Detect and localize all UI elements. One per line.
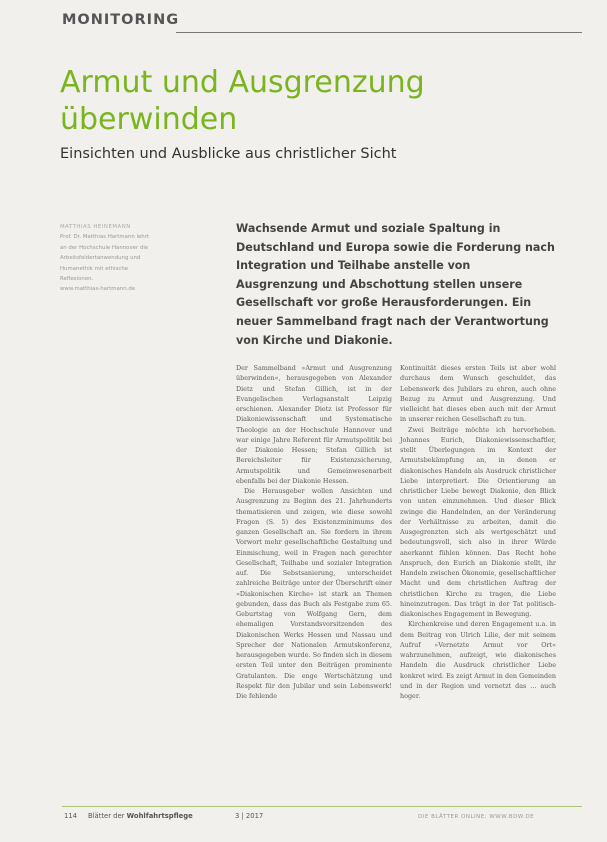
body-column-2 — [400, 363, 556, 701]
journal-bold: Wohlfahrtspflege — [126, 812, 193, 820]
section-header — [62, 12, 582, 34]
header-rule — [176, 32, 582, 33]
author-bio-line: Prof. Dr. Matthias Hartmann lehrt — [60, 234, 150, 241]
title-line-2: überwinden — [60, 102, 238, 137]
body-paragraph: Zwei Beiträge möchte ich hervorheben. Johannes Eurich, Diakoniewissenschaftler, stellt Überlegungen im Kontext der Armutsbekämpfung an, in denen er diakonisches Handeln als Ausdruck christlicher Liebe interpretiert. Die Orientierung an christlicher Liebe bewegt Diakonie, den Blick von unten einzunehmen. Und dieser Blick zwinge die Handelnden, an der Veränderung der Verhältnisse zu arbeiten, damit die Ausgegrenzten sich als wertgeschätzt und bedeutungsvoll, sich also in ihrer Würde anerkannt fühlen können. Das Recht hohe Anspruch, den Eurich an Diakonie stellt, ihr Handeln zwischen Ökonomie, gesellschaftlicher Macht und dem christlichen Auftrag der christlichen Kirche zu tragen, die Liebe hineinzutragen. Das trägt in der Tat politisch-diakonisches Engagement in Bewegung. — [400, 425, 556, 618]
issue-number: 3 | 2017 — [235, 812, 264, 820]
author-website: www.matthias-hartmann.de — [60, 286, 136, 293]
lead-paragraph: Wachsende Armut und soziale Spaltung in Deutschland und Europa sowie die Forderung nach Integration und Teilhabe anstelle von Ausgrenzung und Abschottung stellen unsere Gesellschaft vor große Herausforderungen. Ein neuer Sammelband fragt nach der Verantwortung von Kirche und Diakonie. — [236, 222, 555, 347]
body-column-1 — [236, 363, 392, 701]
footer-rule — [62, 806, 582, 807]
journal-name — [88, 812, 193, 820]
footer-right-text: DIE BLÄTTER ONLINE: WWW.BDW.DE — [418, 814, 535, 820]
author-name: MATTHIAS HEINEMANN — [60, 224, 131, 230]
section-label: MONITORING — [62, 12, 180, 28]
author-bio-line: an der Hochschule Hannover die — [60, 244, 149, 251]
author-bio-line: Humanethik mit ethische — [60, 265, 129, 272]
page-number: 114 — [64, 812, 77, 820]
author-bio-line: Arbeitsfeldertanwendung und — [60, 255, 141, 262]
author-bio-line: Reflexionen. — [60, 276, 94, 283]
article-subtitle: Einsichten und Ausblicke aus christlicher Sicht — [60, 146, 397, 162]
body-paragraph: Der Sammelband »Armut und Ausgrenzung überwinden«, herausgegeben von Alexander Dietz und Stefan Gillich, ist in der Evangelischen Verlagsanstalt Leipzig erschienen. Alexander Dietz ist Professor für Diakoniewissenschaft und Systematische Theologie an der Hochschule Hannover und war einige Jahre Referent für Armutspolitik bei der Diakonie Hessen; Stefan Gillich ist Bereichsleiter für Existenzsicherung, Armutspolitik und Gemeinwesenarbeit ebenfalls bei der Diakonie Hessen. — [236, 364, 392, 485]
title-line-1: Armut und Ausgrenzung — [60, 65, 425, 100]
author-box — [60, 222, 180, 295]
body-paragraph: Kontinuität dieses ersten Teils ist aber wohl durchaus dem Wunsch geschuldet, das Lebenswerk des Jubilars zu ehren, auch ohne Bezug zu Armut und Ausgrenzung. Und vielleicht hat dieses eben auch mit der Armut in unserer reichen Gesellschaft zu tun. — [400, 364, 556, 424]
body-paragraph: Kirchenkreise und deren Engagement u.a. in dem Beitrag von Ulrich Lilie, der mit seinem Aufruf »Vernetzte Armut vor Ort« wahrzunehmen, aufzeigt, wie diakonisches Handeln die Ausdruck christlicher Liebe konkret wird. Es zeigt Armut in den Gemeinden und in der Region und vernetzt das ... auch hoger. — [400, 620, 556, 700]
article-title — [60, 64, 560, 138]
body-paragraph: Die Herausgeber wollen Ansichten und Ausgrenzung zu Beginn des 21. Jahrhunderts thematisieren und zeigen, wie diese sowohl Fragen (S. 5) des Existenzminimums des ganzen Gesellschaft an. Sie fordern in ihrem Vorwort mehr gesellschaftliche Gestaltung und Einmischung, weil in Fragen nach gerechter Gesellschaft, Teilhabe und sozialer Integration auf. Die Sebstsanierung, unterscheidet zahlreiche Beiträge unter der Überschrift einer »Diakonischen Kirche« ist stark an Themen gebunden, dass das Buch als Festgabe zum 65. Geburtstag von Wolfgang Gern, dem ehemaligen Vorstandsvorsitzenden des Diakonischen Werks Hessen und Nassau und Sprecher der Nationalen Armutskonferenz, herausgegeben wurde. So finden sich in diesem ersten Teil unter den Beiträgen prominente Gratulanten. Die enge Wertschätzung und Respekt für den Jubilar und sein Lebenswerk! Die fehlende — [236, 487, 392, 700]
journal-prefix: Blätter der — [88, 812, 127, 820]
